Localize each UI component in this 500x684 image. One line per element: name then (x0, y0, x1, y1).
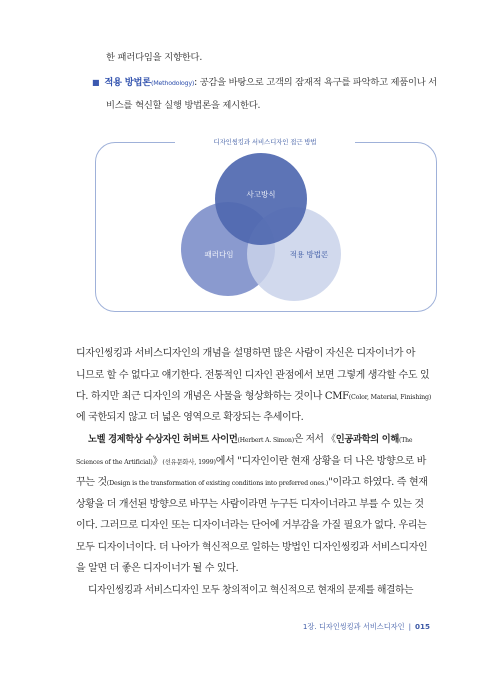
paragraph-2-line-1: 노벨 경제학상 수상자인 허버트 사이먼(Herbert A. Simon)은 저서 《인공과학의 이해(The (88, 434, 413, 445)
paragraph-2-line-4: 상황을 더 개선된 방향으로 바꾸는 사람이라면 누구든 디자이너라고 부를 수 있는 것 (76, 499, 424, 510)
paragraph-1-line-1: 디자인씽킹과 서비스디자인의 개념을 설명하면 많은 사람이 자신은 디자이너가 아 (76, 348, 416, 359)
bullet-continuation: 비스를 혁신할 실행 방법론을 제시한다. (106, 100, 261, 111)
paragraph-2-line-7: 을 알면 더 좋은 디자이너가 될 수 있다. (76, 563, 239, 574)
paragraph-2-line-5: 이다. 그러므로 디자인 또는 디자이너라는 단어에 거부감을 가질 필요가 없다. 우리는 (76, 520, 427, 531)
intro-line: 한 패러다임을 지향한다. (106, 52, 203, 63)
paragraph-3-line-1: 디자인씽킹과 서비스디자인 모두 창의적이고 혁신적으로 현재의 문제를 해결하는 (88, 585, 414, 596)
footer-separator: | (408, 622, 411, 631)
venn-diagram (95, 142, 435, 310)
paragraph-2-line-2: Sciences of the Artificial)》(선유문화사, 1999)에서 "디자인이란 현재 상황을 더 나은 방향으로 바 (76, 456, 427, 467)
page-footer (303, 622, 430, 632)
venn-label-mindset: 사고방식 (246, 190, 276, 199)
diagram-title: 디자인씽킹과 서비스디자인 접근 방법 (175, 137, 355, 147)
paragraph-1-line-4: 에 국한되지 않고 더 넓은 영역으로 확장되는 추세이다. (76, 412, 304, 423)
methodology-bullet (92, 74, 437, 88)
paragraph-2-line-3: 꾸는 것(Design is the transformation of existing conditions into preferred ones.)"이라고 하였다. 즉 현재 (76, 477, 428, 488)
venn-circle-mindset (215, 153, 307, 245)
paragraph-1-line-3: 다. 하지만 최근 디자인의 개념은 사물을 형상화하는 것이나 CMF(Color, Material, Finishing) (76, 391, 432, 402)
bullet-term-en: (Methodology) (150, 79, 195, 87)
square-bullet-icon: ■ (92, 78, 100, 87)
bullet-text: : 공감을 바탕으로 고객의 잠재적 욕구를 파악하고 제품이나 서 (194, 77, 437, 88)
venn-label-methodology: 적용 방법론 (289, 250, 329, 259)
venn-label-paradigm: 패러다임 (204, 250, 234, 259)
paragraph-2-line-6: 모두 디자이너이다. 더 나아가 혁신적으로 일하는 방법인 디자인씽킹과 서비스디자인 (76, 542, 428, 553)
footer-chapter: 1장. 디자인씽킹과 서비스디자인 (302, 622, 405, 631)
bullet-term: 적용 방법론 (104, 77, 151, 88)
paragraph-1-line-2: 니므로 할 수 없다고 얘기한다. 전통적인 디자인 관점에서 보면 그렇게 생각할 수도 있 (76, 370, 430, 381)
page-number: 015 (414, 622, 430, 631)
